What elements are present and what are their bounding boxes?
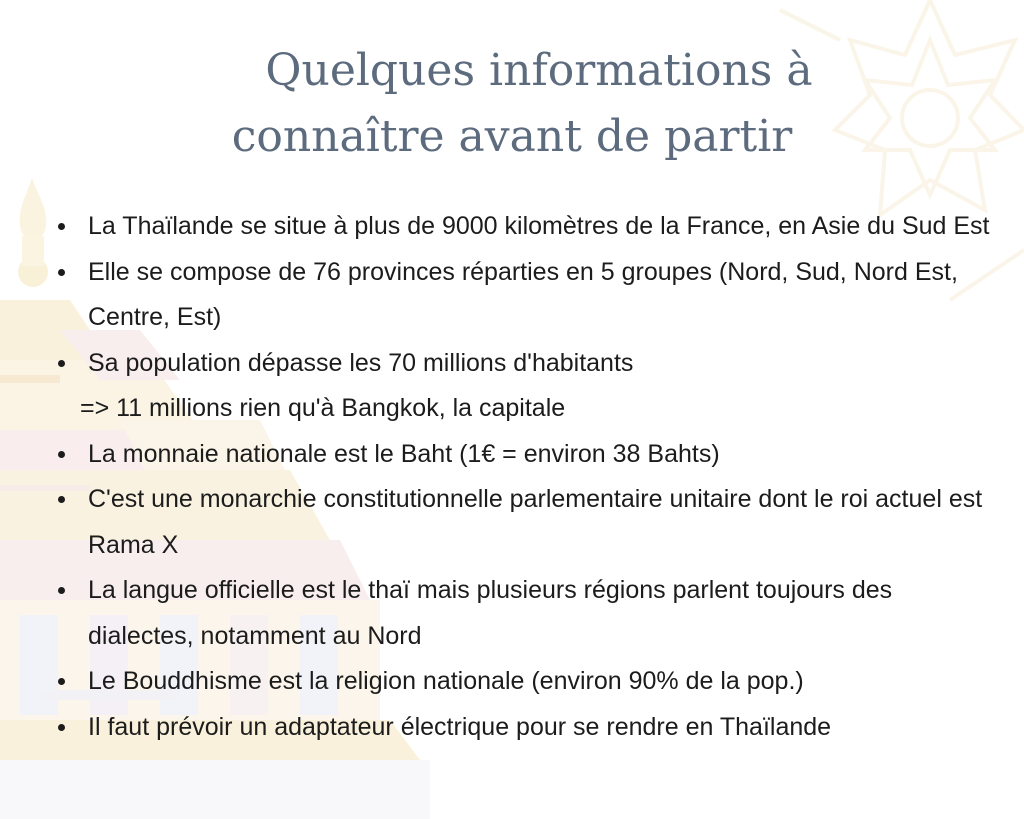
list-item bbox=[56, 568, 996, 659]
list-item bbox=[56, 250, 996, 341]
fact-text: C'est une monarchie constitutionnelle parlementaire unitaire dont le roi actuel est Rama X bbox=[88, 485, 983, 559]
list-item bbox=[56, 341, 996, 432]
fact-text: Elle se compose de 76 provinces réparties en 5 groupes (Nord, Sud, Nord Est, Centre, Est) bbox=[88, 257, 958, 331]
fact-subtext: => 11 millions rien qu'à Bangkok, la capitale bbox=[80, 394, 566, 422]
fact-text: Il faut prévoir un adaptateur électrique pour se rendre en Thaïlande bbox=[88, 712, 832, 741]
page-title bbox=[0, 38, 1024, 170]
bullet-icon bbox=[58, 269, 65, 276]
bullet-icon bbox=[58, 360, 65, 367]
list-item bbox=[56, 432, 996, 478]
list-item bbox=[56, 659, 996, 705]
bullet-icon bbox=[58, 223, 65, 230]
title-line-2: connaître avant de partir bbox=[231, 111, 793, 162]
fact-text: La monnaie nationale est le Baht (1€ = environ 38 Bahts) bbox=[88, 439, 720, 468]
bullet-icon bbox=[58, 587, 65, 594]
fact-text: La Thaïlande se situe à plus de 9000 kilomètres de la France, en Asie du Sud Est bbox=[88, 212, 990, 240]
fact-text: Sa population dépasse les 70 millions d'habitants bbox=[88, 348, 634, 377]
list-item bbox=[56, 705, 996, 751]
bullet-icon bbox=[58, 496, 65, 503]
bullet-icon bbox=[58, 724, 65, 731]
list-item bbox=[56, 204, 996, 250]
title-line-1: Quelques informations à bbox=[265, 45, 813, 96]
bullet-icon bbox=[58, 451, 65, 458]
facts-list bbox=[56, 204, 996, 750]
fact-text: La langue officielle est le thaï mais plusieurs régions parlent toujours des dialectes, notamment au Nord bbox=[88, 576, 893, 650]
bullet-icon bbox=[58, 678, 65, 685]
list-item bbox=[56, 477, 996, 568]
fact-text: Le Bouddhisme est la religion nationale (environ 90% de la pop.) bbox=[88, 667, 804, 695]
